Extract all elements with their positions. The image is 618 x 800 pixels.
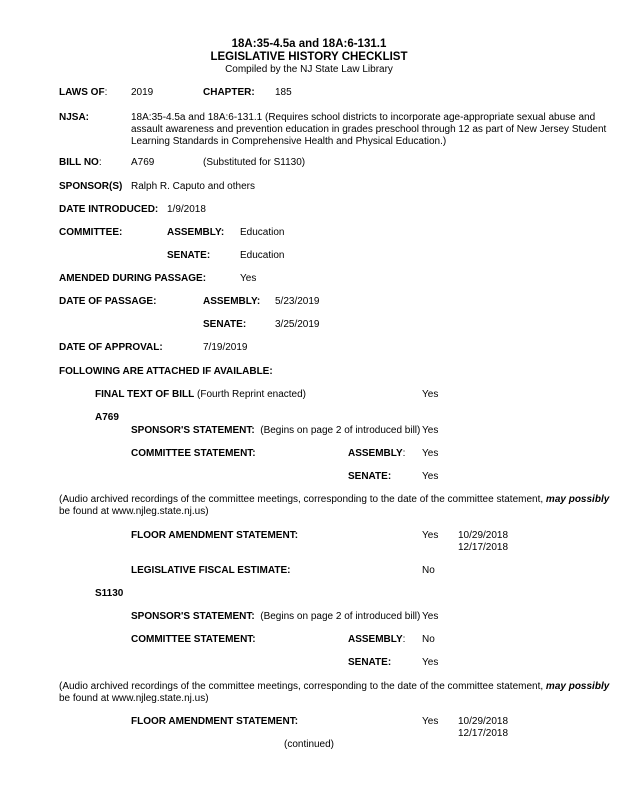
a769-senate-label: SENATE:: [348, 471, 392, 482]
final-text-value: Yes: [422, 389, 439, 400]
final-text-note: (Fourth Reprint enacted): [197, 389, 306, 400]
amended-value: Yes: [240, 273, 257, 284]
passage-assembly-label: ASSEMBLY:: [203, 296, 261, 307]
a769-floor-amendment-label: FLOOR AMENDMENT STATEMENT:: [131, 530, 299, 541]
s1130-audio-note-text: (Audio archived recordings of the committee meetings, corresponding to the date of the committee statement,: [59, 681, 544, 692]
s1130-audio-note-line1: [59, 681, 609, 693]
date-introduced-label: DATE INTRODUCED:: [59, 204, 159, 215]
s1130-assembly-colon: :: [402, 634, 406, 645]
s1130-floor-amendment-label: FLOOR AMENDMENT STATEMENT:: [131, 716, 299, 727]
committee-assembly-value: Education: [240, 227, 285, 238]
date-of-approval-value: 7/19/2019: [203, 342, 248, 353]
s1130-floor-amendment-date-1: 10/29/2018: [458, 716, 509, 727]
laws-of-value: 2019: [131, 87, 154, 98]
sponsor-label: SPONSOR(S): [59, 181, 123, 192]
date-of-passage-label: DATE OF PASSAGE:: [59, 296, 157, 307]
a769-sponsor-statement-value: Yes: [422, 425, 439, 436]
committee-assembly-label: ASSEMBLY:: [167, 227, 225, 238]
committee-senate-value: Education: [240, 250, 285, 261]
date-introduced-value: 1/9/2018: [167, 204, 206, 215]
s1130-assembly-value: No: [422, 634, 435, 645]
a769-sponsor-statement-note: (Begins on page 2 of introduced bill): [260, 425, 421, 436]
a769-audio-note-line1: [59, 494, 609, 506]
chapter-value: 185: [275, 87, 292, 98]
bill-no-note: (Substituted for S1130): [203, 157, 306, 168]
s1130-floor-amendment-date-2: 12/17/2018: [458, 728, 509, 739]
a769-assembly-row: [348, 448, 405, 460]
njsa-line2: assault awareness and prevention education in grades preschool through 12 as part of New Jersey Student: [131, 124, 607, 135]
bill-no-row: [59, 157, 102, 169]
date-of-approval-label: DATE OF APPROVAL:: [59, 342, 163, 353]
a769-fiscal-estimate-label: LEGISLATIVE FISCAL ESTIMATE:: [131, 565, 291, 576]
s1130-sponsor-statement-label: SPONSOR'S STATEMENT:: [131, 611, 255, 622]
a769-fiscal-estimate-value: No: [422, 565, 435, 576]
attached-heading: FOLLOWING ARE ATTACHED IF AVAILABLE:: [59, 366, 273, 377]
final-text-label: FINAL TEXT OF BILL: [95, 389, 195, 400]
passage-senate-value: 3/25/2019: [275, 319, 320, 330]
a769-assembly-label: ASSEMBLY: [348, 448, 403, 459]
laws-of-label: LAWS OF: [59, 87, 105, 98]
a769-assembly-colon: :: [402, 448, 406, 459]
bill-no-value: A769: [131, 157, 155, 168]
final-text-row: [95, 389, 306, 401]
chapter-label: CHAPTER:: [203, 87, 255, 98]
a769-heading: A769: [95, 412, 119, 423]
a769-audio-note-line2: be found at www.njleg.state.nj.us): [59, 506, 209, 517]
document-title-line2: LEGISLATIVE HISTORY CHECKLIST: [210, 51, 408, 63]
s1130-floor-amendment-value: Yes: [422, 716, 439, 727]
a769-audio-note-text: (Audio archived recordings of the committee meetings, corresponding to the date of the committee statement,: [59, 494, 544, 505]
a769-floor-amendment-date-1: 10/29/2018: [458, 530, 509, 541]
njsa-line3: Learning Standards in Comprehensive Health and Physical Education.): [131, 136, 447, 147]
s1130-committee-statement-label: COMMITTEE STATEMENT:: [131, 634, 256, 645]
passage-assembly-value: 5/23/2019: [275, 296, 320, 307]
committee-label: COMMITTEE:: [59, 227, 123, 238]
passage-senate-label: SENATE:: [203, 319, 247, 330]
committee-senate-label: SENATE:: [167, 250, 211, 261]
a769-committee-statement-label: COMMITTEE STATEMENT:: [131, 448, 256, 459]
document-subtitle: Compiled by the NJ State Law Library: [225, 64, 393, 75]
document-title-line1: 18A:35-4.5a and 18A:6-131.1: [231, 38, 387, 50]
a769-sponsor-statement-label: SPONSOR'S STATEMENT:: [131, 425, 255, 436]
a769-floor-amendment-date-2: 12/17/2018: [458, 542, 509, 553]
laws-of-row: [59, 87, 107, 99]
a769-audio-note-emphasis: may possibly: [545, 494, 610, 505]
s1130-senate-label: SENATE:: [348, 657, 392, 668]
njsa-line1: 18A:35-4.5a and 18A:6-131.1 (Requires school districts to incorporate age-appropriate sexual abuse and: [131, 112, 596, 123]
a769-sponsor-statement-row: [131, 425, 420, 437]
a769-floor-amendment-value: Yes: [422, 530, 439, 541]
njsa-label: NJSA:: [59, 112, 90, 123]
s1130-sponsor-statement-row: [131, 611, 420, 623]
s1130-audio-note-line2: be found at www.njleg.state.nj.us): [59, 693, 209, 704]
sponsor-value: Ralph R. Caputo and others: [131, 181, 255, 192]
a769-assembly-value: Yes: [422, 448, 439, 459]
s1130-sponsor-statement-value: Yes: [422, 611, 439, 622]
s1130-audio-note-emphasis: may possibly: [545, 681, 610, 692]
laws-of-colon: :: [104, 87, 108, 98]
s1130-assembly-label: ASSEMBLY: [348, 634, 403, 645]
s1130-senate-value: Yes: [422, 657, 439, 668]
amended-label: AMENDED DURING PASSAGE:: [59, 273, 207, 284]
s1130-heading: S1130: [95, 588, 124, 599]
s1130-assembly-row: [348, 634, 405, 646]
s1130-sponsor-statement-note: (Begins on page 2 of introduced bill): [260, 611, 421, 622]
bill-no-label: BILL NO: [59, 157, 99, 168]
bill-no-colon: :: [98, 157, 102, 168]
continued-note: (continued): [283, 739, 335, 750]
a769-senate-value: Yes: [422, 471, 439, 482]
